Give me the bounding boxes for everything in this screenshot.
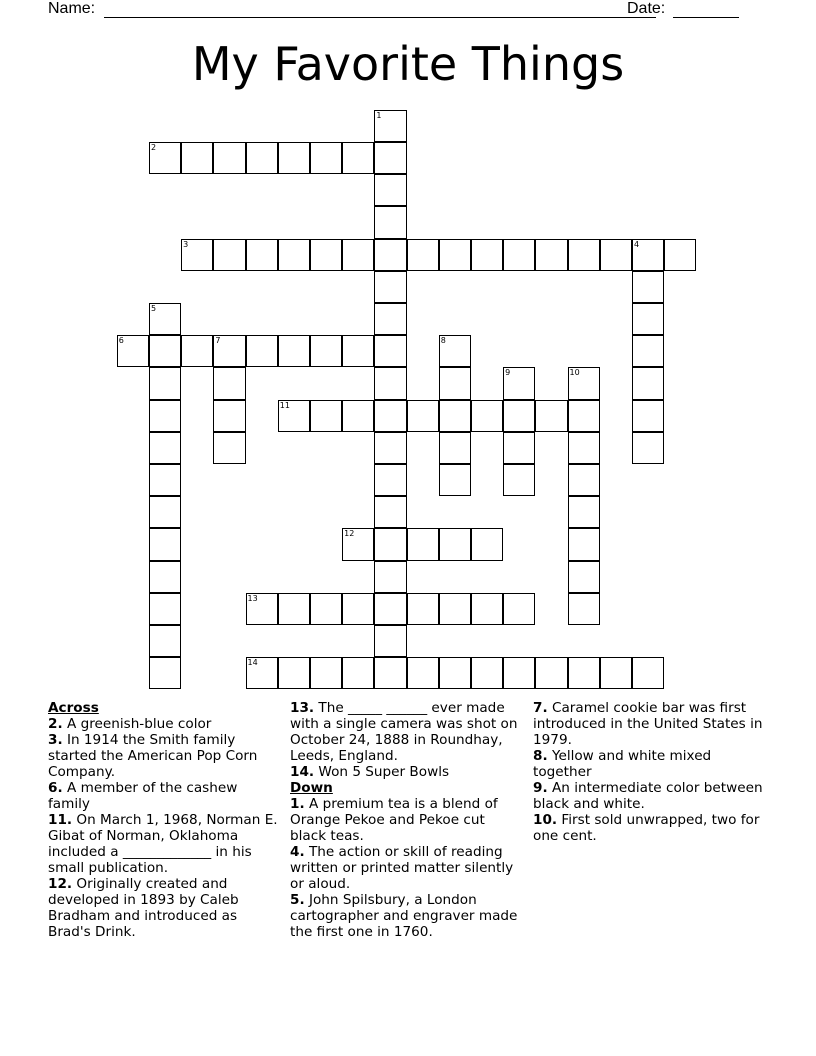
grid-cell[interactable] [535, 657, 567, 689]
grid-cell[interactable] [310, 239, 342, 271]
clue-across-6 [48, 780, 278, 812]
grid-cell[interactable] [374, 657, 406, 689]
grid-cell[interactable] [632, 432, 664, 464]
grid-cell[interactable] [310, 142, 342, 174]
grid-cell[interactable] [632, 367, 664, 399]
grid-cell[interactable] [149, 657, 181, 689]
grid-cell[interactable] [374, 464, 406, 496]
clue-down-9 [533, 780, 765, 812]
clue-across-11 [48, 812, 278, 876]
clue-across-14 [290, 764, 522, 780]
grid-cell[interactable] [310, 335, 342, 367]
grid-cell[interactable] [632, 335, 664, 367]
grid-cell[interactable] [568, 464, 600, 496]
grid-cell[interactable] [632, 303, 664, 335]
clue-number: 8. [533, 748, 548, 764]
grid-cell[interactable] [664, 239, 696, 271]
grid-cell[interactable] [181, 142, 213, 174]
down-heading: Down [290, 780, 333, 796]
clue-text: On March 1, 1968, Norman E. Gibat of Norman, Oklahoma included a _____________ in his small publication. [48, 812, 278, 876]
clue-text: In 1914 the Smith family started the American Pop Corn Company. [48, 732, 258, 780]
grid-cell[interactable] [246, 142, 278, 174]
grid-cell[interactable] [149, 464, 181, 496]
grid-cell[interactable] [374, 400, 406, 432]
grid-cell[interactable] [342, 657, 374, 689]
grid-cell[interactable] [374, 239, 406, 271]
grid-cell[interactable] [503, 239, 535, 271]
grid-cell[interactable] [471, 593, 503, 625]
grid-cell[interactable] [568, 239, 600, 271]
grid-cell[interactable] [374, 142, 406, 174]
clue-number: 10. [533, 812, 558, 828]
grid-cell[interactable] [213, 432, 245, 464]
clue-across-3 [48, 732, 278, 780]
clue-across-12 [48, 876, 278, 940]
grid-cell[interactable] [374, 593, 406, 625]
grid-cell[interactable] [439, 367, 471, 399]
across-heading: Across [48, 700, 99, 716]
grid-cell[interactable] [278, 239, 310, 271]
grid-cell[interactable] [213, 142, 245, 174]
clue-number-label: 3 [183, 239, 189, 249]
grid-cell[interactable] [374, 367, 406, 399]
clue-text: A greenish-blue color [66, 716, 212, 732]
grid-cell[interactable] [471, 528, 503, 560]
grid-cell[interactable] [535, 239, 567, 271]
grid-cell[interactable] [342, 335, 374, 367]
clue-down-4 [290, 844, 522, 892]
grid-cell[interactable] [568, 367, 600, 399]
clue-text: A member of the cashew family [48, 780, 238, 812]
grid-cell[interactable] [149, 593, 181, 625]
clue-down-5 [290, 892, 522, 940]
grid-cell[interactable] [181, 335, 213, 367]
clue-number-label: 8 [440, 336, 446, 346]
clue-text: John Spilsbury, a London cartographer and engraver made the first one in 1760. [290, 892, 518, 940]
grid-cell[interactable] [374, 303, 406, 335]
grid-cell[interactable] [374, 206, 406, 238]
grid-cell[interactable] [149, 142, 181, 174]
clue-text: First sold unwrapped, two for one cent. [533, 812, 760, 844]
clue-number: 1. [290, 796, 305, 812]
grid-cell[interactable] [439, 464, 471, 496]
grid-cell[interactable] [407, 657, 439, 689]
clue-number-label: 5 [150, 303, 157, 313]
grid-cell[interactable] [149, 400, 181, 432]
grid-cell[interactable] [407, 593, 439, 625]
grid-cell[interactable] [471, 239, 503, 271]
clue-number: 13. [290, 700, 315, 716]
grid-cell[interactable] [342, 239, 374, 271]
grid-cell[interactable] [310, 593, 342, 625]
grid-cell[interactable] [632, 657, 664, 689]
clue-number: 12. [48, 876, 73, 892]
date-label: Date: [627, 0, 666, 17]
grid-cell[interactable] [471, 400, 503, 432]
grid-cell[interactable] [117, 335, 149, 367]
clue-number: 7. [533, 700, 548, 716]
clue-down-8 [533, 748, 765, 780]
grid-cell[interactable] [149, 303, 181, 335]
grid-cell[interactable] [149, 561, 181, 593]
clue-text: A premium tea is a blend of Orange Pekoe and Pekoe cut black teas. [290, 796, 498, 844]
grid-cell[interactable] [310, 657, 342, 689]
grid-cell[interactable] [503, 432, 535, 464]
clue-across-13 [290, 700, 522, 764]
grid-cell[interactable] [439, 400, 471, 432]
grid-cell[interactable] [374, 335, 406, 367]
grid-cell[interactable] [213, 335, 245, 367]
grid-cell[interactable] [149, 625, 181, 657]
grid-cell[interactable] [246, 239, 278, 271]
clue-number: 14. [290, 764, 315, 780]
grid-cell[interactable] [310, 400, 342, 432]
grid-cell[interactable] [407, 239, 439, 271]
clue-number-label: 4 [633, 239, 640, 249]
clue-number: 2. [48, 716, 63, 732]
grid-cell[interactable] [246, 335, 278, 367]
grid-cell[interactable] [149, 335, 181, 367]
clue-across-2 [48, 716, 278, 732]
grid-cell[interactable] [568, 593, 600, 625]
grid-cell[interactable] [342, 142, 374, 174]
grid-cell[interactable] [439, 528, 471, 560]
clues-column-3 [533, 700, 765, 844]
grid-cell[interactable] [439, 432, 471, 464]
grid-cell[interactable] [213, 239, 245, 271]
clues-column-2 [290, 700, 522, 940]
grid-cell[interactable] [374, 271, 406, 303]
grid-cell[interactable] [568, 528, 600, 560]
grid-cell[interactable] [568, 496, 600, 528]
clue-number: 4. [290, 844, 305, 860]
clue-down-10 [533, 812, 765, 844]
clue-number: 11. [48, 812, 73, 828]
grid-cell[interactable] [342, 400, 374, 432]
clue-text: Won 5 Super Bowls [318, 764, 450, 780]
grid-cell[interactable] [503, 464, 535, 496]
grid-cell[interactable] [213, 400, 245, 432]
grid-cell[interactable] [374, 496, 406, 528]
clue-down-7 [533, 700, 765, 748]
clue-text: The action or skill of reading written or printed matter silently or aloud. [290, 844, 514, 892]
grid-cell[interactable] [471, 657, 503, 689]
clue-text: Caramel cookie bar was first introduced in the United States in 1979. [533, 700, 763, 748]
grid-cell[interactable] [632, 400, 664, 432]
clue-number-label: 10 [569, 368, 580, 378]
grid-cell[interactable] [374, 432, 406, 464]
grid-cell[interactable] [149, 528, 181, 560]
grid-cell[interactable] [149, 496, 181, 528]
grid-cell[interactable] [213, 367, 245, 399]
grid-cell[interactable] [568, 657, 600, 689]
clue-number-label: 2 [150, 142, 157, 152]
grid-cell[interactable] [407, 400, 439, 432]
grid-cell[interactable] [278, 400, 310, 432]
clue-number: 6. [48, 780, 63, 796]
clue-number-label: 11 [279, 400, 290, 410]
grid-cell[interactable] [342, 593, 374, 625]
grid-cell[interactable] [600, 657, 632, 689]
grid-cell[interactable] [568, 400, 600, 432]
clue-text: An intermediate color between black and white. [533, 780, 763, 812]
grid-cell[interactable] [439, 335, 471, 367]
clue-number: 9. [533, 780, 548, 796]
grid-cell[interactable] [374, 174, 406, 206]
clue-text: The _____ ______ ever made with a single camera was shot on October 24, 1888 in Roundhay, Leeds, England. [290, 700, 518, 764]
grid-cell[interactable] [278, 593, 310, 625]
page-title: My Favorite Things [191, 37, 625, 91]
clue-text: Yellow and white mixed together [533, 748, 712, 780]
clue-number-label: 13 [247, 593, 258, 603]
clue-text: Originally created and developed in 1893 by Caleb Bradham and introduced as Brad's Drink. [48, 876, 239, 940]
grid-cell[interactable] [439, 657, 471, 689]
grid-cell[interactable] [600, 239, 632, 271]
clue-number-label: 9 [505, 368, 511, 378]
grid-cell[interactable] [342, 528, 374, 560]
clue-number-label: 1 [376, 110, 382, 120]
grid-cell[interactable] [181, 239, 213, 271]
grid-cell[interactable] [246, 593, 278, 625]
grid-cell[interactable] [246, 657, 278, 689]
grid-cell[interactable] [149, 367, 181, 399]
grid-cell[interactable] [439, 239, 471, 271]
clue-number-label: 6 [118, 336, 124, 346]
grid-cell[interactable] [632, 271, 664, 303]
grid-cell[interactable] [278, 142, 310, 174]
grid-cell[interactable] [374, 110, 406, 142]
grid-cell[interactable] [374, 625, 406, 657]
clue-number: 5. [290, 892, 305, 908]
grid-cell[interactable] [149, 432, 181, 464]
clue-number-label: 14 [247, 658, 258, 668]
clue-number-label: 12 [344, 529, 355, 539]
clues-column-1 [48, 700, 278, 940]
grid-cell[interactable] [278, 657, 310, 689]
clue-number: 3. [48, 732, 63, 748]
grid-cell[interactable] [632, 239, 664, 271]
grid-cell[interactable] [503, 367, 535, 399]
grid-cell[interactable] [407, 528, 439, 560]
clue-number-label: 7 [215, 336, 221, 346]
grid-cell[interactable] [568, 432, 600, 464]
grid-cell[interactable] [503, 400, 535, 432]
grid-cell[interactable] [503, 657, 535, 689]
grid-cell[interactable] [374, 528, 406, 560]
grid-cell[interactable] [374, 561, 406, 593]
grid-cell[interactable] [535, 400, 567, 432]
grid-cell[interactable] [278, 335, 310, 367]
grid-cell[interactable] [439, 593, 471, 625]
grid-cell[interactable] [568, 561, 600, 593]
clue-down-1 [290, 796, 522, 844]
name-label: Name: [48, 0, 96, 17]
grid-cell[interactable] [503, 593, 535, 625]
